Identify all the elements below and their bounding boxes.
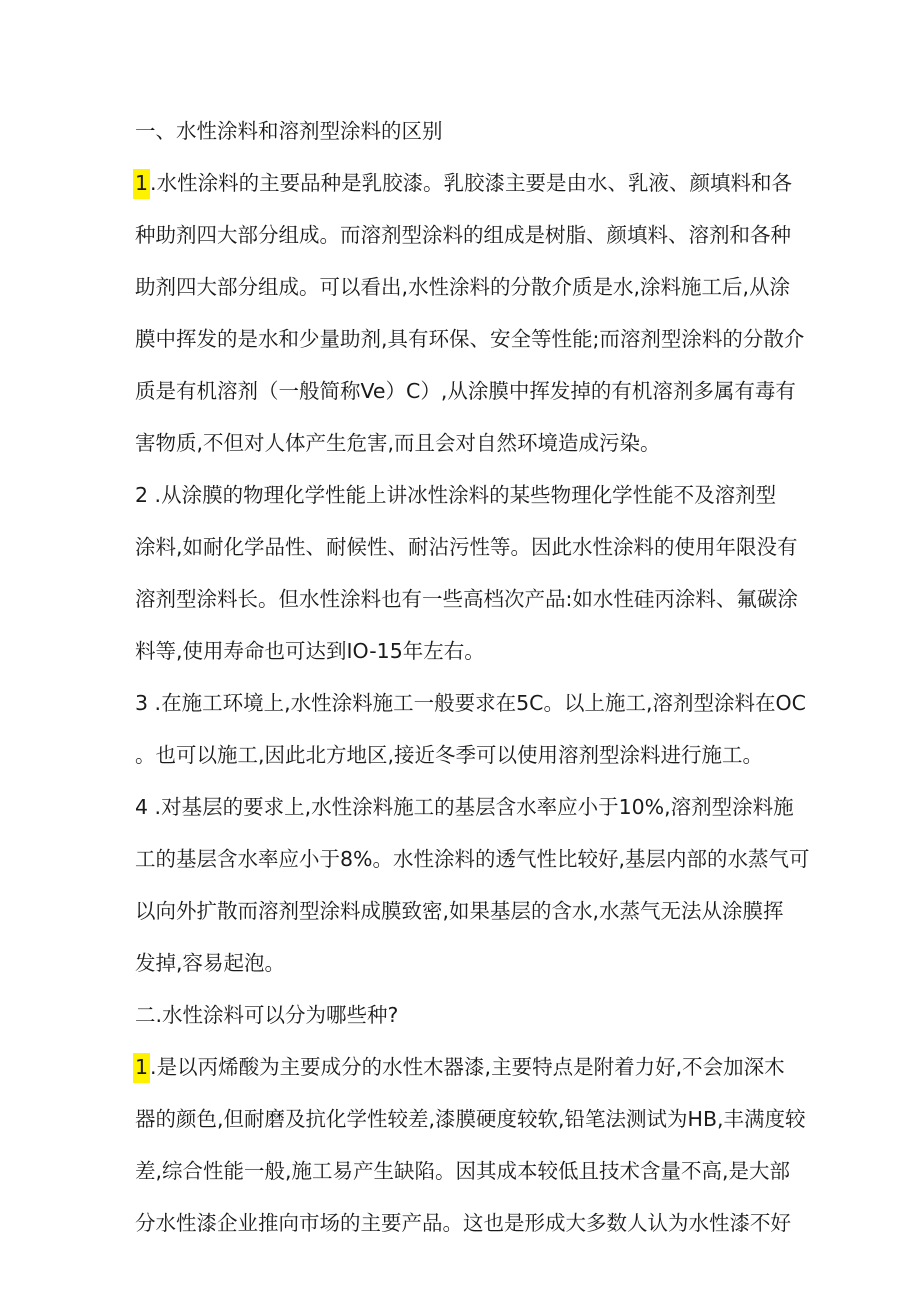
paragraph-line: 料等,使用寿命也可达到IO-15年左右。	[135, 639, 485, 663]
paragraph-line: 4 .对基层的要求上,水性涂料施工的基层含水率应小于10%,溶剂型涂料施	[135, 795, 794, 819]
paragraph-line: 涂料,如耐化学品性、耐候性、耐沾污性等。因此水性涂料的使用年限没有	[135, 535, 798, 559]
paragraph-line: 分水性漆企业推向市场的主要产品。这也是形成大多数人认为水性漆不好	[135, 1211, 791, 1235]
paragraph-line: 质是有机溶剂（一般简称Ve）C）,从涂膜中挥发掉的有机溶剂多属有毒有	[135, 379, 796, 403]
paragraph-line: 。也可以施工,因此北方地区,接近冬季可以使用溶剂型涂料进行施工。	[135, 743, 764, 767]
paragraph-line: 器的颜色,但耐磨及抗化学性较差,漆膜硬度较软,铅笔法测试为HB,丰满度较	[135, 1107, 806, 1131]
paragraph-line: 害物质,不但对人体产生危害,而且会对自然环境造成污染。	[135, 431, 661, 455]
paragraph-line: 膜中挥发的是水和少量助剂,具有环保、安全等性能;而溶剂型涂料的分散介	[135, 327, 805, 351]
highlighted-number: 1	[133, 1053, 150, 1083]
section-heading-1: 一、水性涂料和溶剂型涂料的区别	[135, 119, 443, 143]
paragraph-line: 1.水性涂料的主要品种是乳胶漆。乳胶漆主要是由水、乳液、颜填料和各	[135, 168, 795, 198]
paragraph-line: 助剂四大部分组成。可以看出,水性涂料的分散介质是水,涂料施工后,从涂	[135, 275, 791, 299]
paragraph-line: 种助剂四大部分组成。而溶剂型涂料的组成是树脂、颜填料、溶剂和各种	[135, 223, 791, 247]
paragraph-line: 以向外扩散而溶剂型涂料成膜致密,如果基层的含水,水蒸气无法从涂膜挥	[135, 899, 784, 923]
paragraph-line: 1.是以丙烯酸为主要成分的水性木器漆,主要特点是附着力好,不会加深木	[135, 1052, 795, 1082]
paragraph-line: 3 .在施工环境上,水性涂料施工一般要求在5C。以上施工,溶剂型涂料在OC	[135, 691, 806, 715]
section-heading-2: 二.水性涂料可以分为哪些种?	[135, 1003, 399, 1027]
paragraph-line: 2 .从涂膜的物理化学性能上讲冰性涂料的某些物理化学性能不及溶剂型	[135, 483, 777, 507]
paragraph-line: 发掉,容易起泡。	[135, 951, 286, 975]
highlighted-number: 1	[133, 169, 150, 199]
paragraph-line: 差,综合性能一般,施工易产生缺陷。因其成本较低且技术含量不高,是大部	[135, 1159, 791, 1183]
paragraph-line: 溶剂型涂料长。但水性涂料也有一些高档次产品:如水性硅丙涂料、氟碳涂	[135, 587, 798, 611]
paragraph-line: 工的基层含水率应小于8%。水性涂料的透气性比较好,基层内部的水蒸气可	[135, 847, 810, 871]
